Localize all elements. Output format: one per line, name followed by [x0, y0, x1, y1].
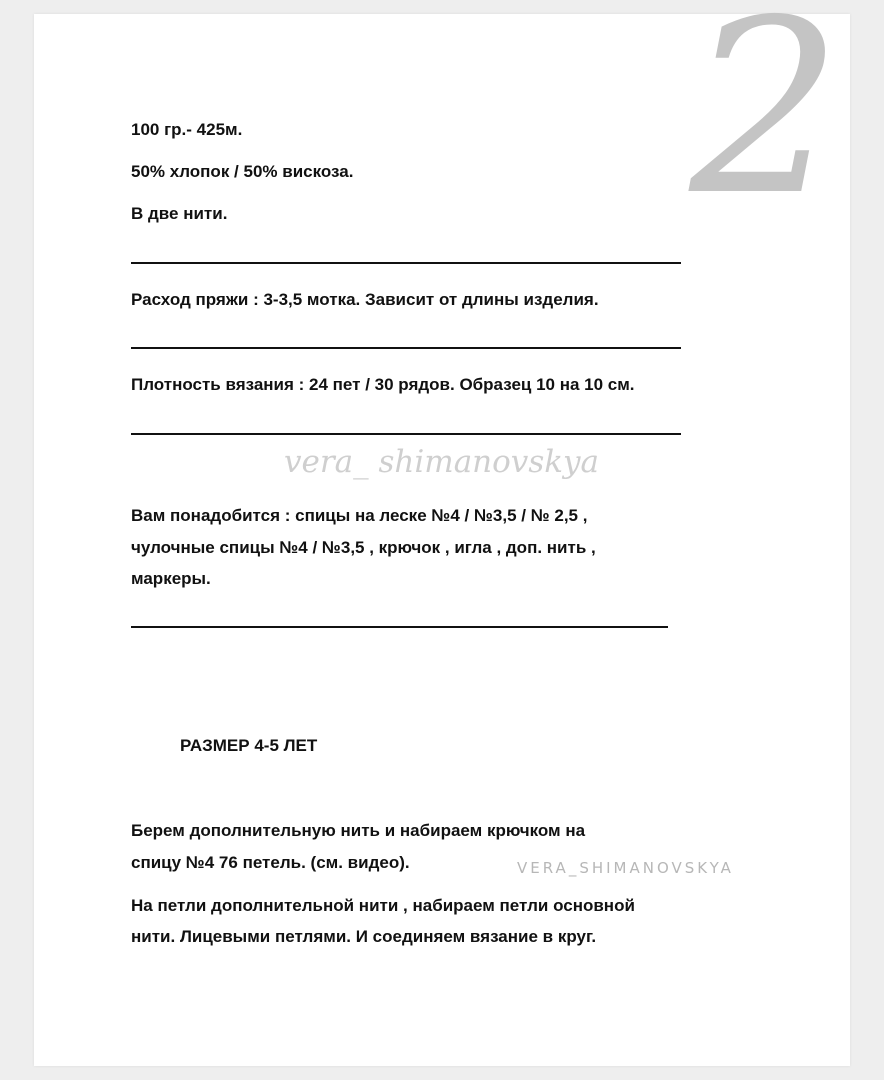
instruction-line-3: На петли дополнительной нити , набираем петли основной	[131, 896, 635, 915]
watermark-caps: VERA_SHIMANOVSKYA	[517, 859, 734, 877]
instruction-line-2: спицу №4 76 петель. (см. видео).	[131, 853, 410, 872]
instruction-line-1: Берем дополнительную нить и набираем крючком на	[131, 821, 586, 840]
knitting-gauge: Плотность вязания : 24 пет / 30 рядов. Образец 10 на 10 см.	[131, 375, 635, 394]
watermark-script: vera_ shimanovskya	[284, 444, 600, 480]
page-number: 2	[689, 0, 842, 248]
yarn-strands: В две нити.	[131, 204, 228, 223]
divider-1	[131, 262, 681, 264]
size-heading: РАЗМЕР 4-5 ЛЕТ	[180, 736, 318, 755]
yarn-weight: 100 гр.- 425м.	[131, 120, 243, 139]
yarn-consumption: Расход пряжи : 3-3,5 мотка. Зависит от длины изделия.	[131, 290, 599, 309]
yarn-composition: 50% хлопок / 50% вискоза.	[131, 162, 354, 181]
materials-line-2: чулочные спицы №4 / №3,5 , крючок , игла , доп. нить ,	[131, 538, 596, 557]
divider-3	[131, 433, 681, 435]
instruction-line-4: нити. Лицевыми петлями. И соединяем вязание в круг.	[131, 927, 597, 946]
divider-2	[131, 347, 681, 349]
document-page	[34, 0, 850, 1066]
materials-line-1: Вам понадобится : спицы на леске №4 / №3,5 / № 2,5 ,	[131, 506, 588, 525]
divider-4	[131, 626, 668, 628]
materials-line-3: маркеры.	[131, 569, 211, 588]
